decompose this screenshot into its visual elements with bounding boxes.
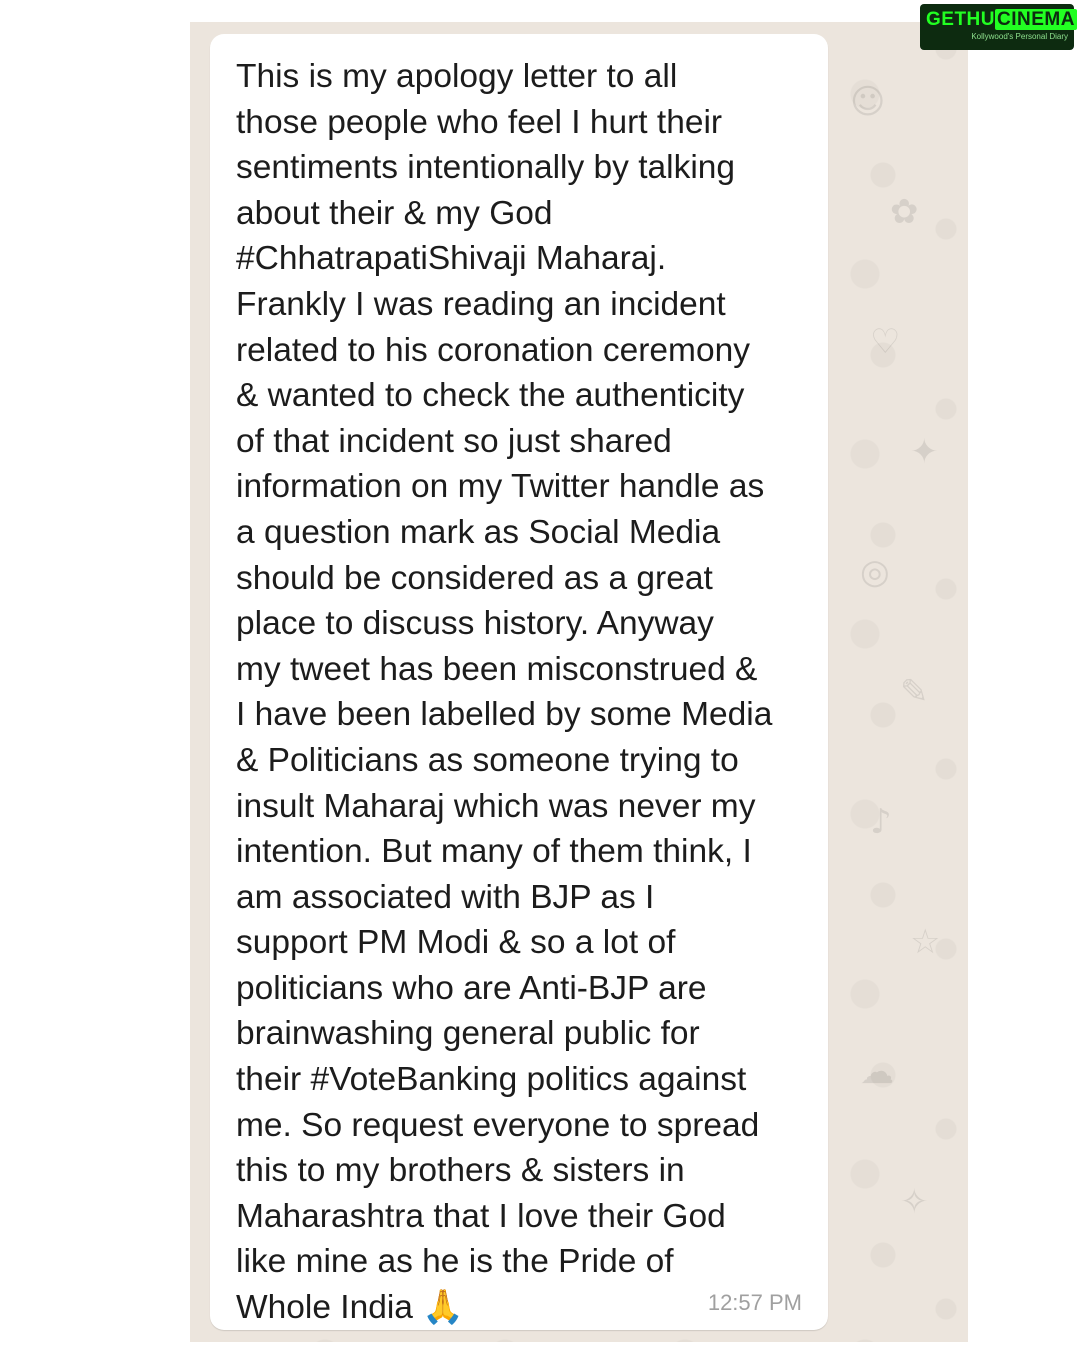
emoji-doodle-icon: ☺ (850, 82, 886, 122)
message-text: This is my apology letter to all those people who feel I hurt their sentiments intentionally by talking about their & my God #ChhatrapatiShivaji Maharaj. Frankly I was reading an incident related to his coronation ceremony & wanted to check the authenticity of that incident so just shared information on my Twitter handle as a question mark as Social Media should be considered as a great place to discuss history. Anyway my tweet has been misconstrued & I have been labelled by some Media & Politicians as someone trying to insult Maharaj which was never my intention. But many of them think, I am associated with BJP as I support PM Modi & so a lot of politicians who are Anti-BJP are brainwashing general public for their #VoteBanking politics against me. So request everyone to spread this to my brothers & sisters in Maharashtra that I love their God like mine as he is the Pride of Whole India 🙏 (236, 58, 773, 1327)
cup-doodle-icon: ✧ (900, 1182, 929, 1222)
message-bubble[interactable] (210, 34, 828, 1330)
cat-doodle-icon: ☁ (860, 1052, 894, 1092)
logo-tagline: Kollywood's Personal Diary (971, 32, 1068, 41)
logo-part2: CINEMA (997, 9, 1075, 30)
gethucinema-logo (920, 4, 1074, 50)
bell-doodle-icon: ✦ (910, 432, 939, 472)
logo-wordmark (926, 8, 1075, 32)
logo-part1: GETHU (926, 9, 995, 30)
heart-doodle-icon: ♡ (870, 322, 901, 362)
message-timestamp: 12:57 PM (707, 1290, 802, 1315)
cake-doodle-icon: ✿ (890, 192, 919, 232)
chat-background (190, 22, 968, 1342)
ball-doodle-icon: ◎ (860, 552, 890, 592)
pencil-doodle-icon: ✎ (900, 672, 929, 712)
star-doodle-icon: ☆ (910, 922, 941, 962)
bell-doodle-icon-2: ♪ (870, 802, 892, 842)
